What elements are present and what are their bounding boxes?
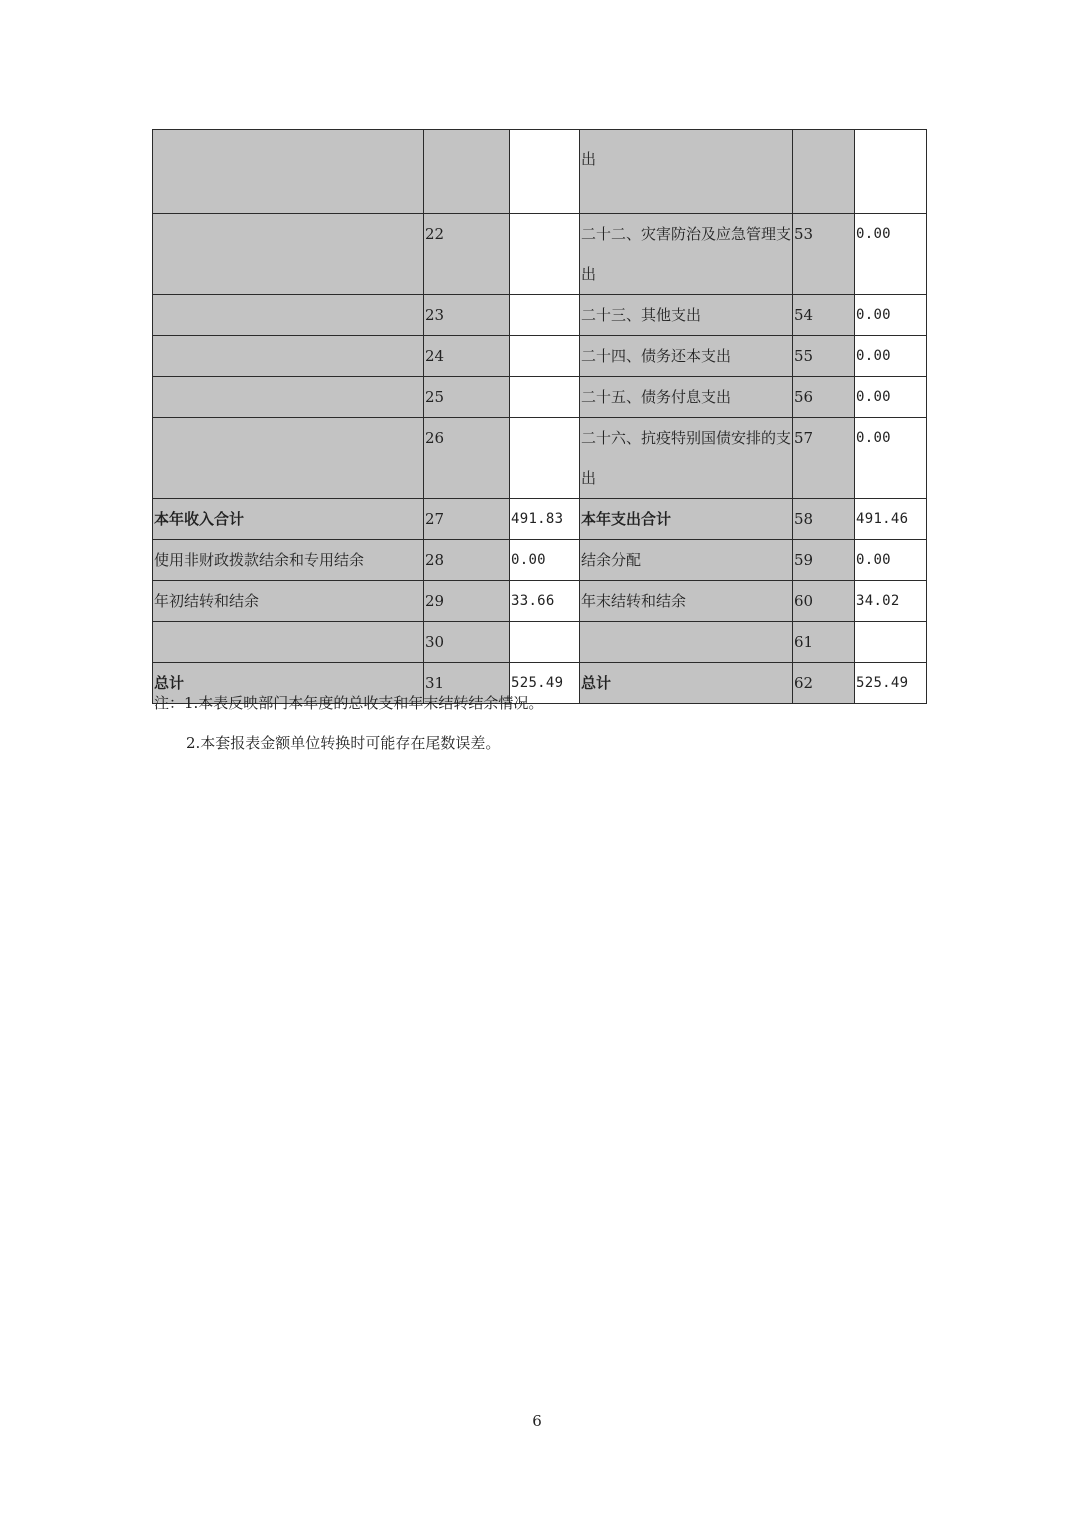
income-no-cell: 31 — [424, 663, 510, 704]
expense-amount-cell: 0.00 — [855, 295, 927, 336]
expense-no-cell: 58 — [793, 499, 855, 540]
income-item-cell — [153, 418, 424, 499]
expense-amount-cell: 491.46 — [855, 499, 927, 540]
table-row — [153, 540, 927, 581]
income-amount-cell: 525.49 — [510, 663, 580, 704]
table-row — [153, 336, 927, 377]
expense-item-cell: 二十二、灾害防治及应急管理支出 — [580, 214, 793, 295]
expense-no-cell: 53 — [793, 214, 855, 295]
income-no-cell: 22 — [424, 214, 510, 295]
income-amount-cell: 0.00 — [510, 540, 580, 581]
expense-no-cell: 62 — [793, 663, 855, 704]
expense-item-cell: 本年支出合计 — [580, 499, 793, 540]
expense-amount-cell: 0.00 — [855, 377, 927, 418]
expense-no-cell: 61 — [793, 622, 855, 663]
expense-item-cell: 二十五、债务付息支出 — [580, 377, 793, 418]
table-row — [153, 622, 927, 663]
expense-amount-cell — [855, 622, 927, 663]
expense-amount-cell: 0.00 — [855, 540, 927, 581]
page-number: 6 — [532, 1412, 542, 1430]
income-no-cell — [424, 130, 510, 214]
income-no-cell: 28 — [424, 540, 510, 581]
expense-item-cell: 二十四、债务还本支出 — [580, 336, 793, 377]
table-row — [153, 377, 927, 418]
expense-item-cell: 年末结转和结余 — [580, 581, 793, 622]
expense-item-cell: 出 — [580, 130, 793, 214]
table-row — [153, 581, 927, 622]
expense-no-cell: 54 — [793, 295, 855, 336]
expense-amount-cell: 0.00 — [855, 336, 927, 377]
income-no-cell: 26 — [424, 418, 510, 499]
table-row — [153, 418, 927, 499]
income-no-cell: 30 — [424, 622, 510, 663]
table-row — [153, 214, 927, 295]
table-row — [153, 295, 927, 336]
income-amount-cell — [510, 336, 580, 377]
income-no-cell: 25 — [424, 377, 510, 418]
income-no-cell: 23 — [424, 295, 510, 336]
income-item-cell: 总计 — [153, 663, 424, 704]
expense-item-cell: 二十六、抗疫特别国债安排的支出 — [580, 418, 793, 499]
note-line-2: 2.本套报表金额单位转换时可能存在尾数误差。 — [186, 734, 501, 752]
expense-no-cell: 57 — [793, 418, 855, 499]
income-item-cell — [153, 214, 424, 295]
expense-item-cell: 二十三、其他支出 — [580, 295, 793, 336]
expense-amount-cell: 34.02 — [855, 581, 927, 622]
income-item-cell: 本年收入合计 — [153, 499, 424, 540]
expense-amount-cell: 0.00 — [855, 214, 927, 295]
income-item-cell — [153, 130, 424, 214]
expense-no-cell — [793, 130, 855, 214]
expense-no-cell: 59 — [793, 540, 855, 581]
income-item-cell — [153, 295, 424, 336]
expense-item-cell — [580, 622, 793, 663]
income-no-cell: 24 — [424, 336, 510, 377]
income-amount-cell — [510, 418, 580, 499]
expense-amount-cell: 525.49 — [855, 663, 927, 704]
expense-no-cell: 60 — [793, 581, 855, 622]
income-amount-cell — [510, 377, 580, 418]
expense-amount-cell — [855, 130, 927, 214]
income-amount-cell — [510, 622, 580, 663]
table-row — [153, 499, 927, 540]
income-no-cell: 27 — [424, 499, 510, 540]
income-item-cell — [153, 377, 424, 418]
expense-no-cell: 55 — [793, 336, 855, 377]
income-amount-cell — [510, 295, 580, 336]
income-amount-cell — [510, 130, 580, 214]
income-item-cell — [153, 336, 424, 377]
income-amount-cell: 33.66 — [510, 581, 580, 622]
income-no-cell: 29 — [424, 581, 510, 622]
income-amount-cell — [510, 214, 580, 295]
expense-amount-cell: 0.00 — [855, 418, 927, 499]
table-row — [153, 130, 927, 214]
income-expense-table — [152, 129, 927, 704]
income-amount-cell: 491.83 — [510, 499, 580, 540]
expense-item-cell: 结余分配 — [580, 540, 793, 581]
expense-item-cell: 总计 — [580, 663, 793, 704]
income-item-cell — [153, 622, 424, 663]
expense-no-cell: 56 — [793, 377, 855, 418]
income-item-cell: 使用非财政拨款结余和专用结余 — [153, 540, 424, 581]
note-line-1: 注：1.本表反映部门本年度的总收支和年末结转结余情况。 — [154, 694, 544, 712]
income-item-cell: 年初结转和结余 — [153, 581, 424, 622]
